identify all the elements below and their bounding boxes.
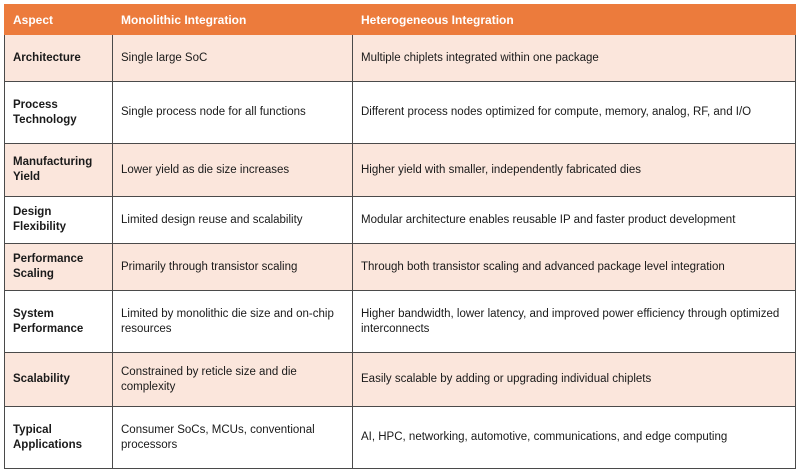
cell-heterogeneous: AI, HPC, networking, automotive, communications, and edge computing: [353, 407, 796, 469]
header-row: [5, 5, 796, 35]
cell-heterogeneous: Through both transistor scaling and advanced package level integration: [353, 244, 796, 291]
header-heterogeneous: Heterogeneous Integration: [353, 5, 796, 35]
cell-monolithic: Lower yield as die size increases: [113, 144, 353, 197]
cell-aspect: Process Technology: [5, 82, 113, 144]
cell-aspect: Design Flexibility: [5, 197, 113, 244]
cell-heterogeneous: Easily scalable by adding or upgrading individual chiplets: [353, 353, 796, 407]
table-row: [5, 82, 796, 144]
cell-monolithic: Limited by monolithic die size and on-chip resources: [113, 291, 353, 353]
header-aspect: Aspect: [5, 5, 113, 35]
cell-aspect: Architecture: [5, 35, 113, 82]
cell-monolithic: Primarily through transistor scaling: [113, 244, 353, 291]
cell-monolithic: Limited design reuse and scalability: [113, 197, 353, 244]
table-row: [5, 144, 796, 197]
cell-monolithic: Single process node for all functions: [113, 82, 353, 144]
cell-aspect: System Performance: [5, 291, 113, 353]
cell-aspect: Scalability: [5, 353, 113, 407]
table-body: [5, 35, 796, 469]
cell-heterogeneous: Different process nodes optimized for compute, memory, analog, RF, and I/O: [353, 82, 796, 144]
table-row: [5, 197, 796, 244]
cell-heterogeneous: Multiple chiplets integrated within one package: [353, 35, 796, 82]
table-row: [5, 407, 796, 469]
cell-aspect: Typical Applications: [5, 407, 113, 469]
cell-aspect: Performance Scaling: [5, 244, 113, 291]
header-monolithic: Monolithic Integration: [113, 5, 353, 35]
cell-heterogeneous: Higher yield with smaller, independently fabricated dies: [353, 144, 796, 197]
cell-monolithic: Consumer SoCs, MCUs, conventional processors: [113, 407, 353, 469]
cell-heterogeneous: Modular architecture enables reusable IP and faster product development: [353, 197, 796, 244]
comparison-table-container: [4, 4, 795, 468]
cell-aspect: Manufacturing Yield: [5, 144, 113, 197]
table-row: [5, 35, 796, 82]
table-header: [5, 5, 796, 35]
table-row: [5, 353, 796, 407]
table-row: [5, 291, 796, 353]
comparison-table: [4, 4, 796, 469]
cell-monolithic: Constrained by reticle size and die complexity: [113, 353, 353, 407]
cell-monolithic: Single large SoC: [113, 35, 353, 82]
table-row: [5, 244, 796, 291]
cell-heterogeneous: Higher bandwidth, lower latency, and improved power efficiency through optimized interconnects: [353, 291, 796, 353]
